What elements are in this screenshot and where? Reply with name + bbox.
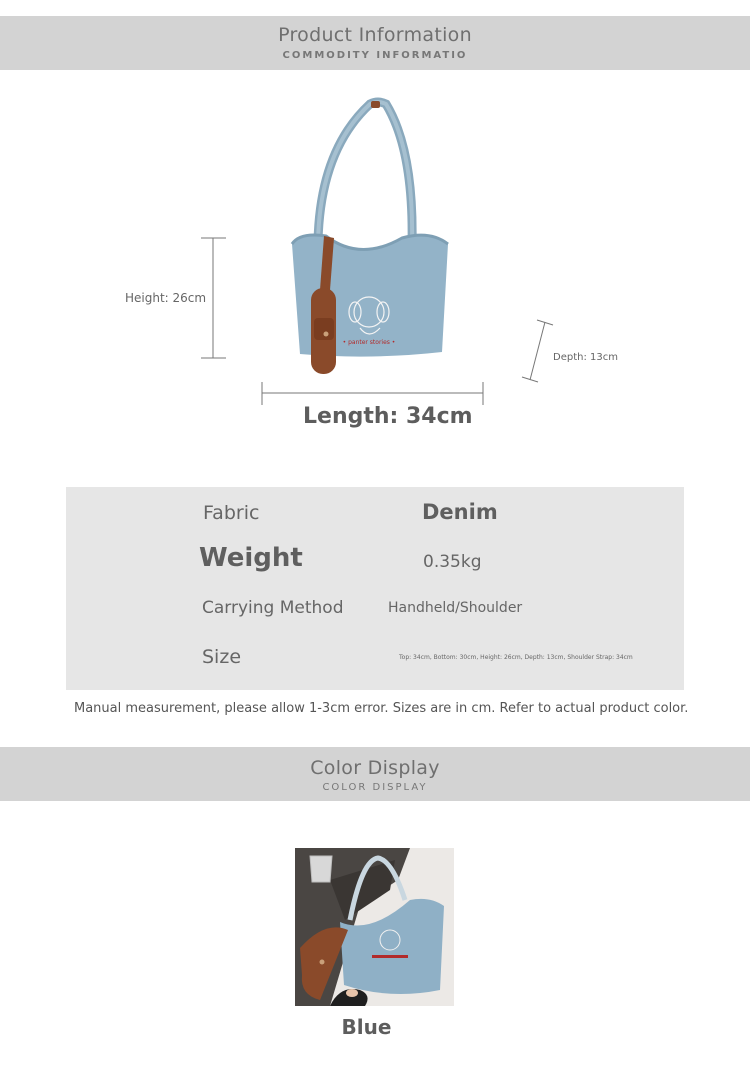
section-title: Color Display [310, 757, 440, 779]
weight-label: Weight [199, 543, 303, 573]
section-subtitle: COMMODITY INFORMATIO [282, 50, 468, 61]
color-name-label: Blue [341, 1015, 392, 1039]
weight-value: 0.35kg [423, 552, 482, 572]
fabric-label: Fabric [203, 502, 260, 524]
size-label: Size [202, 646, 242, 668]
length-label: Length: 34cm [303, 404, 473, 429]
section-subtitle: COLOR DISPLAY [322, 782, 428, 793]
fabric-value: Denim [422, 500, 498, 524]
section-title: Product Information [278, 24, 472, 46]
depth-label: Depth: 13cm [553, 352, 618, 363]
height-label: Height: 26cm [125, 291, 207, 305]
measurement-note: Manual measurement, please allow 1-3cm error. Sizes are in cm. Refer to actual product color. [74, 701, 689, 716]
bag-print-text: • panter stories • [342, 339, 396, 346]
carrying-method-value: Handheld/Shoulder [388, 600, 523, 616]
carrying-method-label: Carrying Method [202, 598, 344, 618]
size-value: Top: 34cm, Bottom: 30cm, Height: 26cm, Depth: 13cm, Shoulder Strap: 34cm [399, 654, 633, 661]
